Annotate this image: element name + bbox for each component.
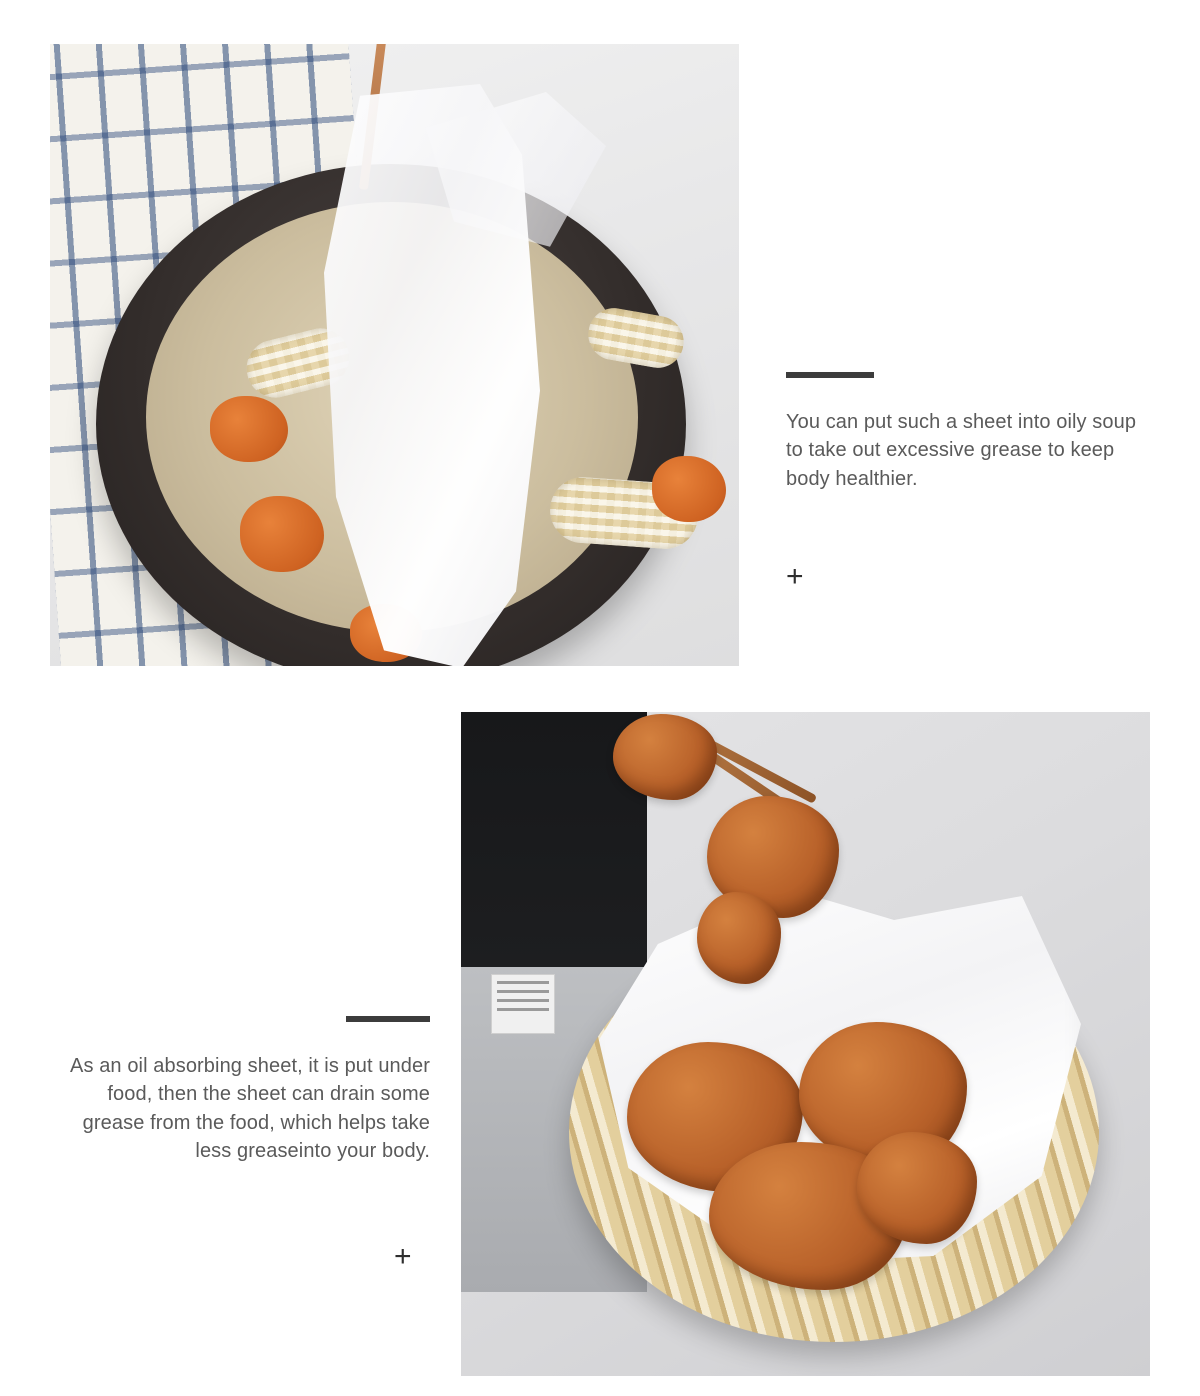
fried-chicken-in-basket-image bbox=[461, 712, 1150, 1376]
fried-chicken-description: As an oil absorbing sheet, it is put under food, then the sheet can drain some grease from the food, which helps take less greaseinto your body. bbox=[70, 1055, 430, 1163]
appliance-label bbox=[491, 974, 555, 1034]
soup-text-block bbox=[786, 372, 1158, 493]
expand-plus-icon-fried-chicken[interactable]: + bbox=[394, 1240, 412, 1273]
soup-bowl-with-oil-absorbing-sheet-image bbox=[50, 44, 739, 666]
divider-line bbox=[786, 372, 874, 378]
divider-line bbox=[346, 1016, 430, 1022]
section-fried-chicken bbox=[0, 712, 1200, 1396]
expand-plus-icon-soup[interactable]: + bbox=[786, 560, 804, 593]
fried-chicken-text-block bbox=[58, 1016, 430, 1166]
soup-description: You can put such a sheet into oily soup to take out excessive grease to keep body healthier. bbox=[786, 411, 1137, 490]
